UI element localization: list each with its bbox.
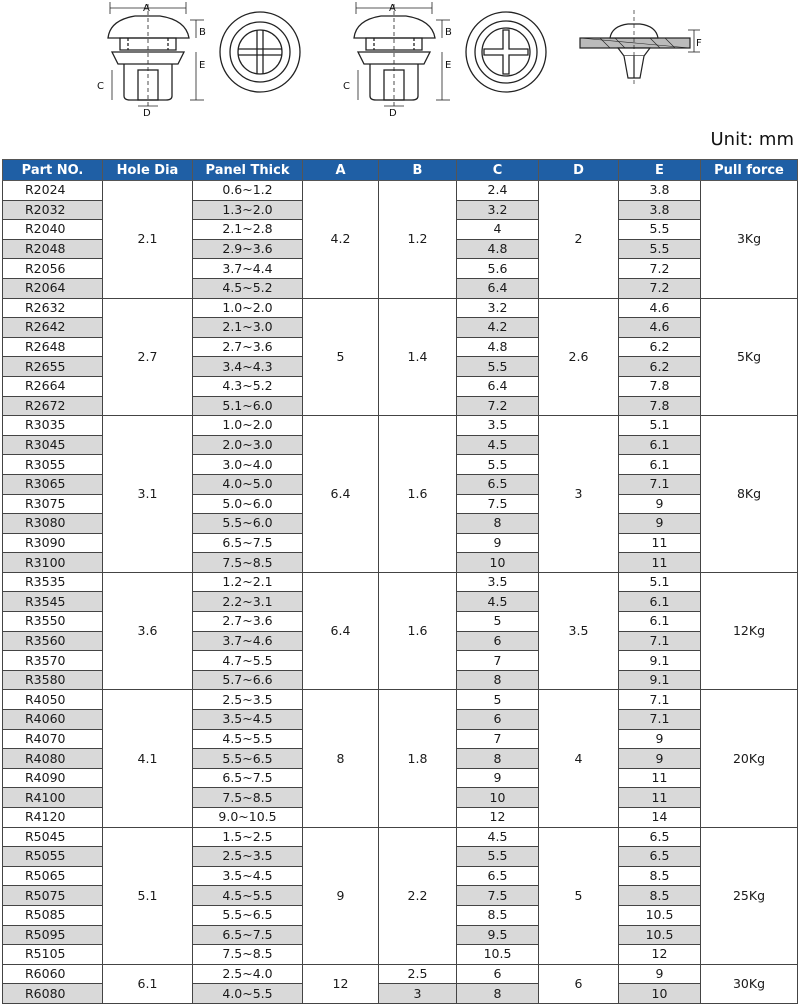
c-cell: 8 xyxy=(457,670,539,690)
header-c: C xyxy=(457,160,539,181)
e-cell: 5.1 xyxy=(619,416,701,436)
e-cell: 4.6 xyxy=(619,298,701,318)
b-cell: 1.8 xyxy=(379,690,457,827)
part-no-cell: R2632 xyxy=(3,298,103,318)
c-cell: 7 xyxy=(457,651,539,671)
dim-d-label-2: D xyxy=(389,108,397,119)
panel-thick-cell: 7.5~8.5 xyxy=(193,553,303,573)
c-cell: 10 xyxy=(457,553,539,573)
panel-thick-cell: 2.9~3.6 xyxy=(193,239,303,259)
c-cell: 10 xyxy=(457,788,539,808)
panel-thick-cell: 1.5~2.5 xyxy=(193,827,303,847)
e-cell: 8.5 xyxy=(619,866,701,886)
dim-a-label-2: A xyxy=(389,3,396,14)
header-d: D xyxy=(539,160,619,181)
part-no-cell: R3580 xyxy=(3,670,103,690)
panel-thick-cell: 7.5~8.5 xyxy=(193,945,303,965)
panel-thick-cell: 2.7~3.6 xyxy=(193,337,303,357)
pull-force-cell: 20Kg xyxy=(701,690,798,827)
part-no-cell: R3535 xyxy=(3,572,103,592)
c-cell: 4 xyxy=(457,220,539,240)
part-no-cell: R2672 xyxy=(3,396,103,416)
rivet-top-view-1 xyxy=(220,12,300,92)
panel-thick-cell: 5.5~6.0 xyxy=(193,514,303,534)
c-cell: 3.5 xyxy=(457,416,539,436)
c-cell: 9 xyxy=(457,768,539,788)
e-cell: 9 xyxy=(619,494,701,514)
part-no-cell: R6080 xyxy=(3,984,103,1004)
c-cell: 4.8 xyxy=(457,337,539,357)
part-no-cell: R5065 xyxy=(3,866,103,886)
c-cell: 4.2 xyxy=(457,318,539,338)
hole-dia-cell: 2.1 xyxy=(103,181,193,299)
part-no-cell: R2064 xyxy=(3,278,103,298)
part-no-cell: R4080 xyxy=(3,749,103,769)
dim-b-label-1: B xyxy=(199,27,206,38)
part-no-cell: R4070 xyxy=(3,729,103,749)
part-no-cell: R2048 xyxy=(3,239,103,259)
part-no-cell: R2024 xyxy=(3,181,103,201)
part-no-cell: R5045 xyxy=(3,827,103,847)
panel-thick-cell: 4.7~5.5 xyxy=(193,651,303,671)
pull-force-cell: 25Kg xyxy=(701,827,798,964)
part-no-cell: R2655 xyxy=(3,357,103,377)
e-cell: 12 xyxy=(619,945,701,965)
header-part-no: Part NO. xyxy=(3,160,103,181)
a-cell: 6.4 xyxy=(303,416,379,573)
e-cell: 7.8 xyxy=(619,396,701,416)
panel-thick-cell: 2.5~4.0 xyxy=(193,964,303,984)
d-cell: 3 xyxy=(539,416,619,573)
part-no-cell: R2032 xyxy=(3,200,103,220)
panel-thick-cell: 6.5~7.5 xyxy=(193,533,303,553)
panel-thick-cell: 0.6~1.2 xyxy=(193,181,303,201)
c-cell: 5.6 xyxy=(457,259,539,279)
header-hole-dia: Hole Dia xyxy=(103,160,193,181)
panel-thick-cell: 2.5~3.5 xyxy=(193,847,303,867)
rivet-spec-table xyxy=(2,159,798,1004)
panel-thick-cell: 1.2~2.1 xyxy=(193,572,303,592)
d-cell: 2 xyxy=(539,181,619,299)
rivet-top-view-2 xyxy=(466,12,546,92)
hole-dia-cell: 3.1 xyxy=(103,416,193,573)
panel-thick-cell: 3.7~4.4 xyxy=(193,259,303,279)
part-no-cell: R2056 xyxy=(3,259,103,279)
e-cell: 5.1 xyxy=(619,572,701,592)
e-cell: 11 xyxy=(619,788,701,808)
a-cell: 9 xyxy=(303,827,379,964)
panel-thick-cell: 5.5~6.5 xyxy=(193,749,303,769)
panel-thick-cell: 6.5~7.5 xyxy=(193,925,303,945)
panel-thick-cell: 1.3~2.0 xyxy=(193,200,303,220)
b-cell: 2.5 xyxy=(379,964,457,984)
panel-thick-cell: 4.5~5.5 xyxy=(193,886,303,906)
rivet-side-view-2 xyxy=(354,2,450,110)
panel-thick-cell: 4.0~5.0 xyxy=(193,474,303,494)
e-cell: 9 xyxy=(619,514,701,534)
c-cell: 12 xyxy=(457,808,539,828)
c-cell: 9.5 xyxy=(457,925,539,945)
part-no-cell: R3065 xyxy=(3,474,103,494)
a-cell: 6.4 xyxy=(303,572,379,690)
b-cell: 1.6 xyxy=(379,572,457,690)
e-cell: 7.1 xyxy=(619,690,701,710)
panel-thick-cell: 6.5~7.5 xyxy=(193,768,303,788)
e-cell: 9 xyxy=(619,964,701,984)
hole-dia-cell: 2.7 xyxy=(103,298,193,416)
c-cell: 6 xyxy=(457,631,539,651)
c-cell: 4.8 xyxy=(457,239,539,259)
e-cell: 9 xyxy=(619,729,701,749)
panel-thick-cell: 2.1~3.0 xyxy=(193,318,303,338)
e-cell: 9.1 xyxy=(619,670,701,690)
pull-force-cell: 8Kg xyxy=(701,416,798,573)
part-no-cell: R3045 xyxy=(3,435,103,455)
panel-thick-cell: 9.0~10.5 xyxy=(193,808,303,828)
table-row xyxy=(3,572,798,592)
e-cell: 9 xyxy=(619,749,701,769)
panel-thick-cell: 1.0~2.0 xyxy=(193,298,303,318)
c-cell: 5.5 xyxy=(457,357,539,377)
b-cell: 1.2 xyxy=(379,181,457,299)
dim-f-label: F xyxy=(696,38,702,49)
e-cell: 5.5 xyxy=(619,239,701,259)
header-b: B xyxy=(379,160,457,181)
panel-thick-cell: 2.2~3.1 xyxy=(193,592,303,612)
e-cell: 6.1 xyxy=(619,612,701,632)
e-cell: 11 xyxy=(619,533,701,553)
dim-e-label-1: E xyxy=(199,60,206,71)
panel-thick-cell: 5.7~6.6 xyxy=(193,670,303,690)
e-cell: 7.1 xyxy=(619,474,701,494)
c-cell: 7.2 xyxy=(457,396,539,416)
part-no-cell: R3550 xyxy=(3,612,103,632)
rivet-side-view-1 xyxy=(108,2,204,110)
header-panel-thick: Panel Thick xyxy=(193,160,303,181)
pull-force-cell: 30Kg xyxy=(701,964,798,1003)
hole-dia-cell: 6.1 xyxy=(103,964,193,1003)
part-no-cell: R2648 xyxy=(3,337,103,357)
panel-thick-cell: 4.3~5.2 xyxy=(193,376,303,396)
c-cell: 5 xyxy=(457,612,539,632)
c-cell: 6 xyxy=(457,710,539,730)
a-cell: 12 xyxy=(303,964,379,1003)
part-no-cell: R3035 xyxy=(3,416,103,436)
table-header-row xyxy=(3,160,798,181)
panel-thick-cell: 7.5~8.5 xyxy=(193,788,303,808)
c-cell: 5.5 xyxy=(457,455,539,475)
c-cell: 5.5 xyxy=(457,847,539,867)
e-cell: 4.6 xyxy=(619,318,701,338)
e-cell: 11 xyxy=(619,768,701,788)
c-cell: 3.5 xyxy=(457,572,539,592)
c-cell: 3.2 xyxy=(457,298,539,318)
header-e: E xyxy=(619,160,701,181)
pull-force-cell: 5Kg xyxy=(701,298,798,416)
table-row xyxy=(3,690,798,710)
c-cell: 8 xyxy=(457,514,539,534)
table-row xyxy=(3,181,798,201)
table-body xyxy=(3,181,798,1004)
e-cell: 3.8 xyxy=(619,181,701,201)
c-cell: 10.5 xyxy=(457,945,539,965)
table-row xyxy=(3,827,798,847)
e-cell: 7.8 xyxy=(619,376,701,396)
part-no-cell: R3570 xyxy=(3,651,103,671)
panel-thick-cell: 4.5~5.2 xyxy=(193,278,303,298)
c-cell: 7.5 xyxy=(457,886,539,906)
b-cell: 3 xyxy=(379,984,457,1004)
dim-c-label-1: C xyxy=(97,81,104,92)
c-cell: 4.5 xyxy=(457,435,539,455)
panel-thick-cell: 5.1~6.0 xyxy=(193,396,303,416)
part-no-cell: R4090 xyxy=(3,768,103,788)
d-cell: 2.6 xyxy=(539,298,619,416)
part-no-cell: R3560 xyxy=(3,631,103,651)
e-cell: 6.5 xyxy=(619,827,701,847)
part-no-cell: R4050 xyxy=(3,690,103,710)
e-cell: 10.5 xyxy=(619,925,701,945)
dim-c-label-2: C xyxy=(343,81,350,92)
d-cell: 5 xyxy=(539,827,619,964)
part-no-cell: R3055 xyxy=(3,455,103,475)
hole-dia-cell: 3.6 xyxy=(103,572,193,690)
c-cell: 6 xyxy=(457,964,539,984)
part-no-cell: R5095 xyxy=(3,925,103,945)
part-no-cell: R3545 xyxy=(3,592,103,612)
panel-thick-cell: 3.7~4.6 xyxy=(193,631,303,651)
panel-thick-cell: 5.5~6.5 xyxy=(193,905,303,925)
part-no-cell: R3075 xyxy=(3,494,103,514)
c-cell: 6.4 xyxy=(457,376,539,396)
c-cell: 7.5 xyxy=(457,494,539,514)
part-no-cell: R5055 xyxy=(3,847,103,867)
part-no-cell: R2642 xyxy=(3,318,103,338)
e-cell: 7.1 xyxy=(619,710,701,730)
a-cell: 5 xyxy=(303,298,379,416)
part-no-cell: R3080 xyxy=(3,514,103,534)
panel-thick-cell: 2.5~3.5 xyxy=(193,690,303,710)
e-cell: 6.1 xyxy=(619,455,701,475)
part-no-cell: R5085 xyxy=(3,905,103,925)
c-cell: 4.5 xyxy=(457,592,539,612)
part-no-cell: R4100 xyxy=(3,788,103,808)
c-cell: 9 xyxy=(457,533,539,553)
pull-force-cell: 12Kg xyxy=(701,572,798,690)
part-no-cell: R4060 xyxy=(3,710,103,730)
panel-thick-cell: 1.0~2.0 xyxy=(193,416,303,436)
part-no-cell: R5105 xyxy=(3,945,103,965)
e-cell: 3.8 xyxy=(619,200,701,220)
hole-dia-cell: 5.1 xyxy=(103,827,193,964)
rivet-drawings xyxy=(0,0,800,130)
table-row xyxy=(3,416,798,436)
e-cell: 5.5 xyxy=(619,220,701,240)
dim-e-label-2: E xyxy=(445,60,452,71)
part-no-cell: R3090 xyxy=(3,533,103,553)
c-cell: 6.5 xyxy=(457,866,539,886)
e-cell: 6.1 xyxy=(619,435,701,455)
hole-dia-cell: 4.1 xyxy=(103,690,193,827)
panel-thick-cell: 5.0~6.0 xyxy=(193,494,303,514)
unit-label: Unit: mm xyxy=(710,129,794,150)
a-cell: 8 xyxy=(303,690,379,827)
part-no-cell: R2040 xyxy=(3,220,103,240)
panel-thick-cell: 3.5~4.5 xyxy=(193,866,303,886)
c-cell: 8 xyxy=(457,749,539,769)
c-cell: 8 xyxy=(457,984,539,1004)
panel-thick-cell: 2.0~3.0 xyxy=(193,435,303,455)
c-cell: 6.5 xyxy=(457,474,539,494)
c-cell: 3.2 xyxy=(457,200,539,220)
e-cell: 6.5 xyxy=(619,847,701,867)
c-cell: 5 xyxy=(457,690,539,710)
part-no-cell: R2664 xyxy=(3,376,103,396)
table-row xyxy=(3,964,798,984)
panel-thick-cell: 3.5~4.5 xyxy=(193,710,303,730)
header-pull-force: Pull force xyxy=(701,160,798,181)
b-cell: 1.6 xyxy=(379,416,457,573)
e-cell: 6.2 xyxy=(619,337,701,357)
e-cell: 10 xyxy=(619,984,701,1004)
e-cell: 7.2 xyxy=(619,259,701,279)
e-cell: 9.1 xyxy=(619,651,701,671)
e-cell: 11 xyxy=(619,553,701,573)
e-cell: 14 xyxy=(619,808,701,828)
table-row xyxy=(3,298,798,318)
dim-a-label-1: A xyxy=(143,3,150,14)
part-no-cell: R3100 xyxy=(3,553,103,573)
panel-thick-cell: 3.0~4.0 xyxy=(193,455,303,475)
dim-d-label-1: D xyxy=(143,108,151,119)
d-cell: 6 xyxy=(539,964,619,1003)
c-cell: 2.4 xyxy=(457,181,539,201)
panel-thick-cell: 2.1~2.8 xyxy=(193,220,303,240)
installed-rivet-view xyxy=(580,10,700,84)
c-cell: 7 xyxy=(457,729,539,749)
c-cell: 8.5 xyxy=(457,905,539,925)
b-cell: 2.2 xyxy=(379,827,457,964)
part-no-cell: R4120 xyxy=(3,808,103,828)
c-cell: 4.5 xyxy=(457,827,539,847)
pull-force-cell: 3Kg xyxy=(701,181,798,299)
panel-thick-cell: 2.7~3.6 xyxy=(193,612,303,632)
dim-b-label-2: B xyxy=(445,27,452,38)
d-cell: 4 xyxy=(539,690,619,827)
panel-thick-cell: 4.0~5.5 xyxy=(193,984,303,1004)
header-a: A xyxy=(303,160,379,181)
d-cell: 3.5 xyxy=(539,572,619,690)
part-no-cell: R6060 xyxy=(3,964,103,984)
panel-thick-cell: 3.4~4.3 xyxy=(193,357,303,377)
c-cell: 6.4 xyxy=(457,278,539,298)
panel-thick-cell: 4.5~5.5 xyxy=(193,729,303,749)
e-cell: 8.5 xyxy=(619,886,701,906)
e-cell: 7.2 xyxy=(619,278,701,298)
part-no-cell: R5075 xyxy=(3,886,103,906)
e-cell: 6.2 xyxy=(619,357,701,377)
e-cell: 10.5 xyxy=(619,905,701,925)
b-cell: 1.4 xyxy=(379,298,457,416)
e-cell: 6.1 xyxy=(619,592,701,612)
a-cell: 4.2 xyxy=(303,181,379,299)
e-cell: 7.1 xyxy=(619,631,701,651)
